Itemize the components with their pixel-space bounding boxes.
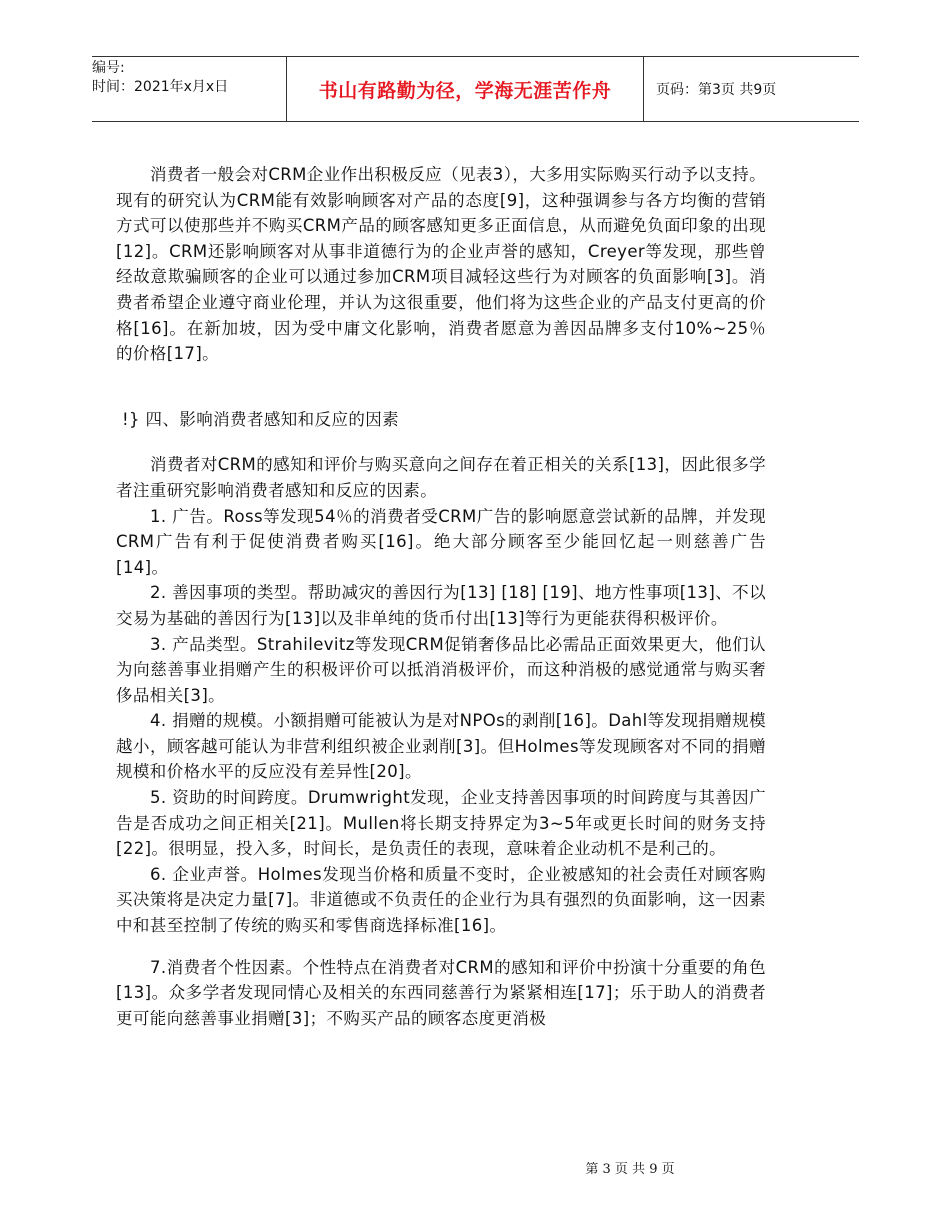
header-meta [92,57,286,123]
header-page-label: 页码：第3页 共9页 [656,82,777,98]
paragraph-gap [116,939,766,955]
time-label: 时间：2021年x月x日 [92,79,229,95]
section-intro-paragraph: 消费者对CRM的感知和评价与购买意向之间存在着正相关的关系[13]，因此很多学者注重研究影响消费者感知和反应的因素。 [116,455,766,500]
number-label: 编号: [92,60,125,76]
factor-item-4: 4. 捐赠的规模。小额捐赠可能被认为是对NPOs的剥削[16]。Dahl等发现捐赠规模越小，顾客越可能认为非营利组织被企业剥削[3]。但Holmes等发现顾客对不同的捐赠规模和价格水平的反应没有差异性[20]。 [116,711,766,782]
intro-paragraph: 消费者一般会对CRM企业作出积极反应（见表3），大多用实际购买行动予以支持。现有的研究认为CRM能有效影响顾客对产品的态度[9]，这种强调参与各方均衡的营销方式可以使那些并不购买CRM产品的顾客感知更多正面信息，从而避免负面印象的出现[12]。CRM还影响顾客对从事非道德行为的企业声誉的感知，Creyer等发现，那些曾经故意欺骗顾客的企业可以通过参加CRM项目减轻这些行为对顾客的负面影响[3]。消费者希望企业遵守商业伦理，并认为这很重要，他们将为这些企业的产品支付更高的价格[16]。在新加坡，因为受中庸文化影响，消费者愿意为善因品牌多支付10%~25％的价格[17]。 [116,165,766,364]
factor-item-2: 2. 善因事项的类型。帮助减灾的善因行为[13] [18] [19]、地方性事项[13]、不以交易为基础的善因行为[13]以及非单纯的货币付出[13]等行为更能获得积极评价。 [116,583,766,628]
factor-item-7: 7.消费者个性因素。个性特点在消费者对CRM的感知和评价中扮演十分重要的角色[13]。众多学者发现同情心及相关的东西同慈善行为紧紧相连[17]；乐于助人的消费者更可能向慈善事业捐赠[3]；不购买产品的顾客态度更消极 [116,957,766,1028]
page-header [92,56,859,122]
factor-item-6: 6. 企业声誉。Holmes发现当价格和质量不变时，企业被感知的社会责任对顾客购买决策将是决定力量[7]。非道德或不负责任的企业行为具有强烈的负面影响，这一因素中和甚至控制了传统的购买和零售商选择标准[16]。 [116,864,766,936]
factor-item-3: 3. 产品类型。Strahilevitz等发现CRM促销奢侈品比必需品正面效果更大，他们认为向慈善事业捐赠产生的积极评价可以抵消消极评价，而这种消极的感觉通常与购买奢侈品相关[3]。 [116,634,766,705]
header-motto: 书山有路勤为径，学海无涯苦作舟 [286,57,644,121]
factor-item-1: 1. 广告。Ross等发现54％的消费者受CRM广告的影响愿意尝试新的品牌，并发现CRM广告有利于促使消费者购买[16]。绝大部分顾客至少能回忆起一则慈善广告[14]。 [116,506,766,577]
document-body [116,162,766,1031]
page-footer: 第 3 页 共 9 页 [585,1162,675,1177]
section-heading: !} 四、影响消费者感知和反应的因素 [122,409,400,429]
factor-item-5: 5. 资助的时间跨度。Drumwright发现，企业支持善因事项的时间跨度与其善因广告是否成功之间正相关[21]。Mullen将长期支持界定为3~5年或更长时间的财务支持[22]。很明显，投入多，时间长，是负责任的表现，意味着企业动机不是利己的。 [116,788,766,859]
